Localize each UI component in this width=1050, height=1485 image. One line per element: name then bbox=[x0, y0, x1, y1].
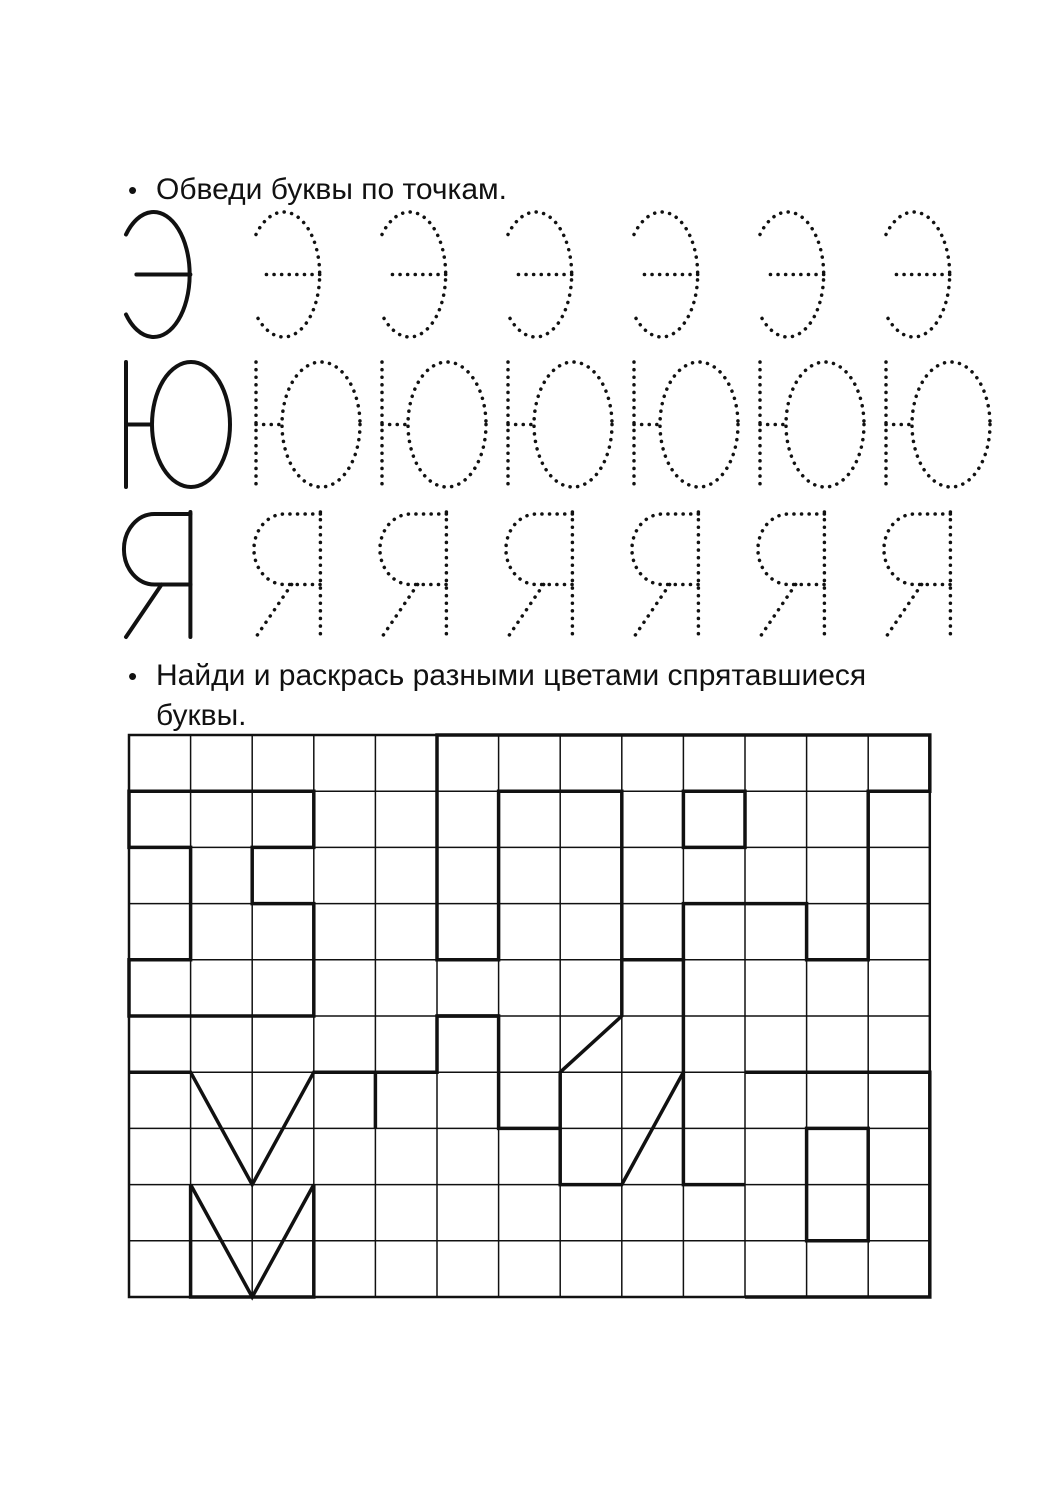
sample-letter bbox=[126, 212, 190, 337]
dotted-letter bbox=[886, 212, 950, 337]
dotted-letter bbox=[758, 512, 824, 637]
hidden-letter-outline bbox=[683, 791, 745, 847]
dotted-letter bbox=[256, 362, 360, 487]
dotted-letter bbox=[254, 512, 320, 637]
bullet-marker: • bbox=[128, 661, 138, 691]
instruction-text-find: Найди и раскрась разными цветами спрятавшиеся буквы. bbox=[156, 659, 867, 732]
hidden-letters-grid bbox=[129, 735, 930, 1297]
dotted-letter bbox=[508, 212, 572, 337]
instruction-text-trace: Обведи буквы по точкам. bbox=[156, 173, 507, 206]
dotted-letter bbox=[380, 512, 446, 637]
bullet-marker: • bbox=[128, 175, 138, 205]
letter-tracing-area bbox=[124, 212, 990, 637]
dotted-letter bbox=[634, 212, 698, 337]
dotted-letter bbox=[256, 212, 320, 337]
dotted-letter bbox=[886, 362, 990, 487]
dotted-letter bbox=[760, 362, 864, 487]
dotted-letter bbox=[634, 362, 738, 487]
instruction-find-letters bbox=[128, 656, 948, 736]
sample-letter bbox=[126, 362, 230, 487]
dotted-letter bbox=[382, 212, 446, 337]
dotted-letter bbox=[632, 512, 698, 637]
dotted-letter bbox=[760, 212, 824, 337]
sample-letter bbox=[124, 512, 190, 637]
dotted-letter bbox=[382, 362, 486, 487]
dotted-letter bbox=[884, 512, 950, 637]
dotted-letter bbox=[506, 512, 572, 637]
dotted-letter bbox=[508, 362, 612, 487]
